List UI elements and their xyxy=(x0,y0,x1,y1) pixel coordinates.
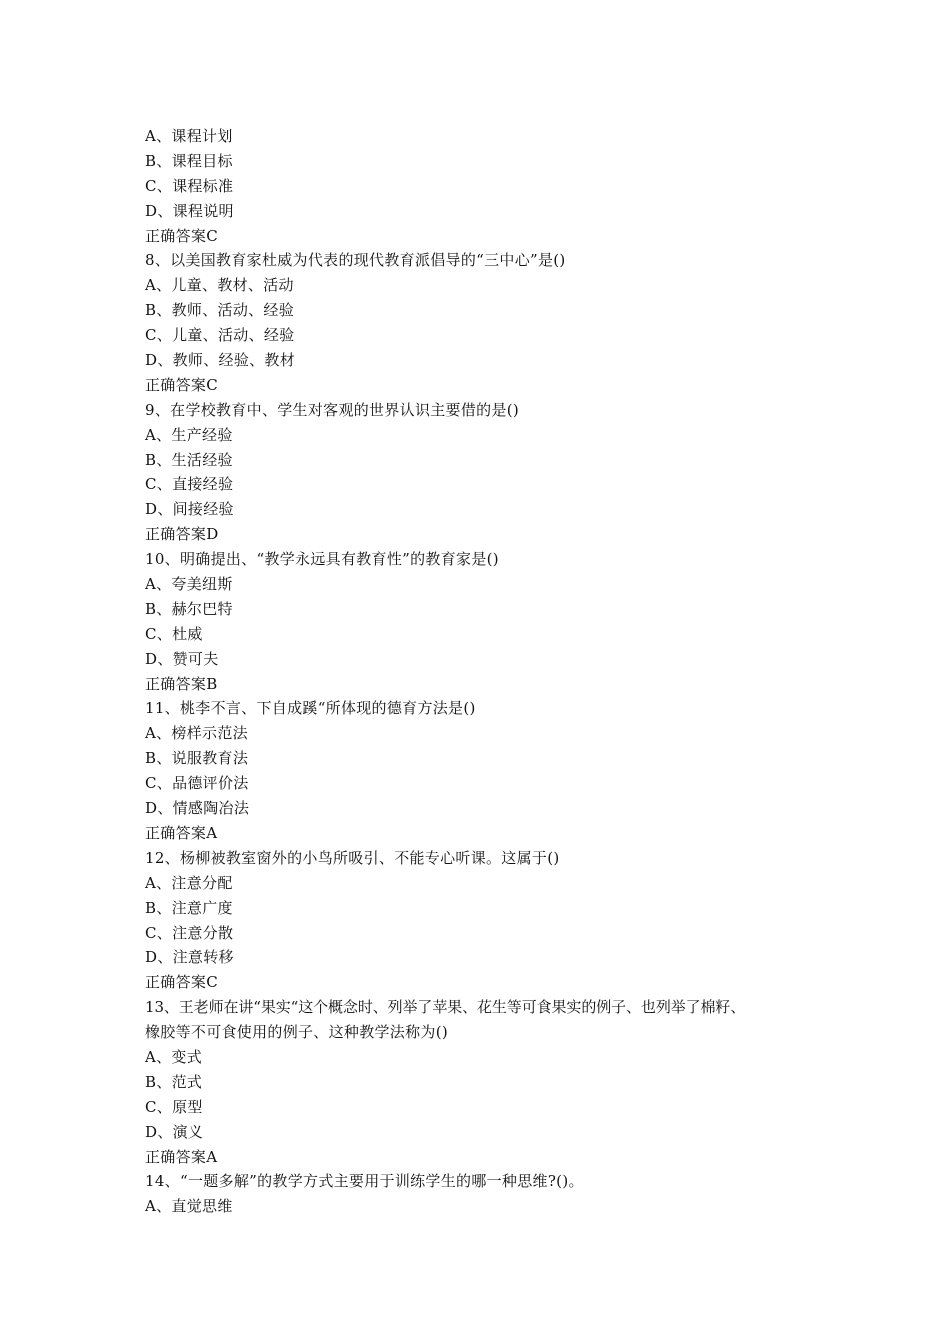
option-line: C、课程标准 xyxy=(145,176,234,195)
option-line: A、注意分配 xyxy=(145,873,233,892)
option-line: D、课程说明 xyxy=(145,201,234,220)
option-line: D、间接经验 xyxy=(145,500,234,519)
option-line: A、直觉思维 xyxy=(145,1197,233,1216)
answer-line: 正确答案C xyxy=(145,973,218,992)
answer-line: 正确答案D xyxy=(145,525,219,544)
option-line: D、情感陶冶法 xyxy=(145,799,250,818)
option-line: B、赫尔巴特 xyxy=(145,599,233,618)
question-line: 9、在学校教育中、学生对客观的世界认识主要借的是() xyxy=(145,400,520,419)
question-line: 10、明确提出、“教学永远具有教育性”的教育家是() xyxy=(145,550,499,569)
option-line: A、变式 xyxy=(145,1047,203,1066)
option-line: D、演义 xyxy=(145,1122,204,1141)
option-line: A、夸美纽斯 xyxy=(145,575,233,594)
option-line: C、杜威 xyxy=(145,624,203,643)
question-line-continued: 橡胶等不可食使用的例子、这种教学法称为() xyxy=(145,1023,449,1042)
answer-line: 正确答案A xyxy=(145,1147,218,1166)
question-line: 11、桃李不言、下自成蹊“所体现的德育方法是() xyxy=(145,699,476,718)
option-line: A、课程计划 xyxy=(145,127,233,145)
question-line: 8、以美国教育家杜威为代表的现代教育派倡导的“三中心”是() xyxy=(145,251,566,270)
option-line: B、说服教育法 xyxy=(145,749,249,768)
option-line: A、榜样示范法 xyxy=(145,724,248,743)
option-line: D、注意转移 xyxy=(145,948,234,967)
option-line: B、注意广度 xyxy=(145,898,233,917)
option-line: B、课程目标 xyxy=(145,151,233,170)
option-line: B、范式 xyxy=(145,1072,203,1091)
option-line: C、品德评价法 xyxy=(145,774,249,793)
option-line: A、生产经验 xyxy=(145,425,233,444)
option-line: B、生活经验 xyxy=(145,450,233,469)
option-line: C、儿童、活动、经验 xyxy=(145,326,295,345)
option-line: B、教师、活动、经验 xyxy=(145,301,295,320)
answer-line: 正确答案C xyxy=(145,226,218,245)
answer-line: 正确答案A xyxy=(145,823,218,842)
option-line: A、儿童、教材、活动 xyxy=(145,276,294,295)
question-line: 12、杨柳被教室窗外的小鸟所吸引、不能专心听课。这属于() xyxy=(145,848,560,867)
option-line: C、注意分散 xyxy=(145,923,234,942)
option-line: C、直接经验 xyxy=(145,475,234,494)
option-line: C、原型 xyxy=(145,1097,203,1116)
answer-line: 正确答案C xyxy=(145,375,218,394)
document-body xyxy=(145,124,825,1219)
option-line: D、教师、经验、教材 xyxy=(145,351,296,370)
question-line: 14、“一题多解”的教学方式主要用于训练学生的哪一种思维?()。 xyxy=(145,1172,584,1191)
answer-line: 正确答案B xyxy=(145,674,218,693)
option-line: D、赞可夫 xyxy=(145,649,219,668)
question-line: 13、王老师在讲“果实“这个概念时、列举了苹果、花生等可食果实的例子、也列举了棉籽、 xyxy=(145,998,746,1017)
